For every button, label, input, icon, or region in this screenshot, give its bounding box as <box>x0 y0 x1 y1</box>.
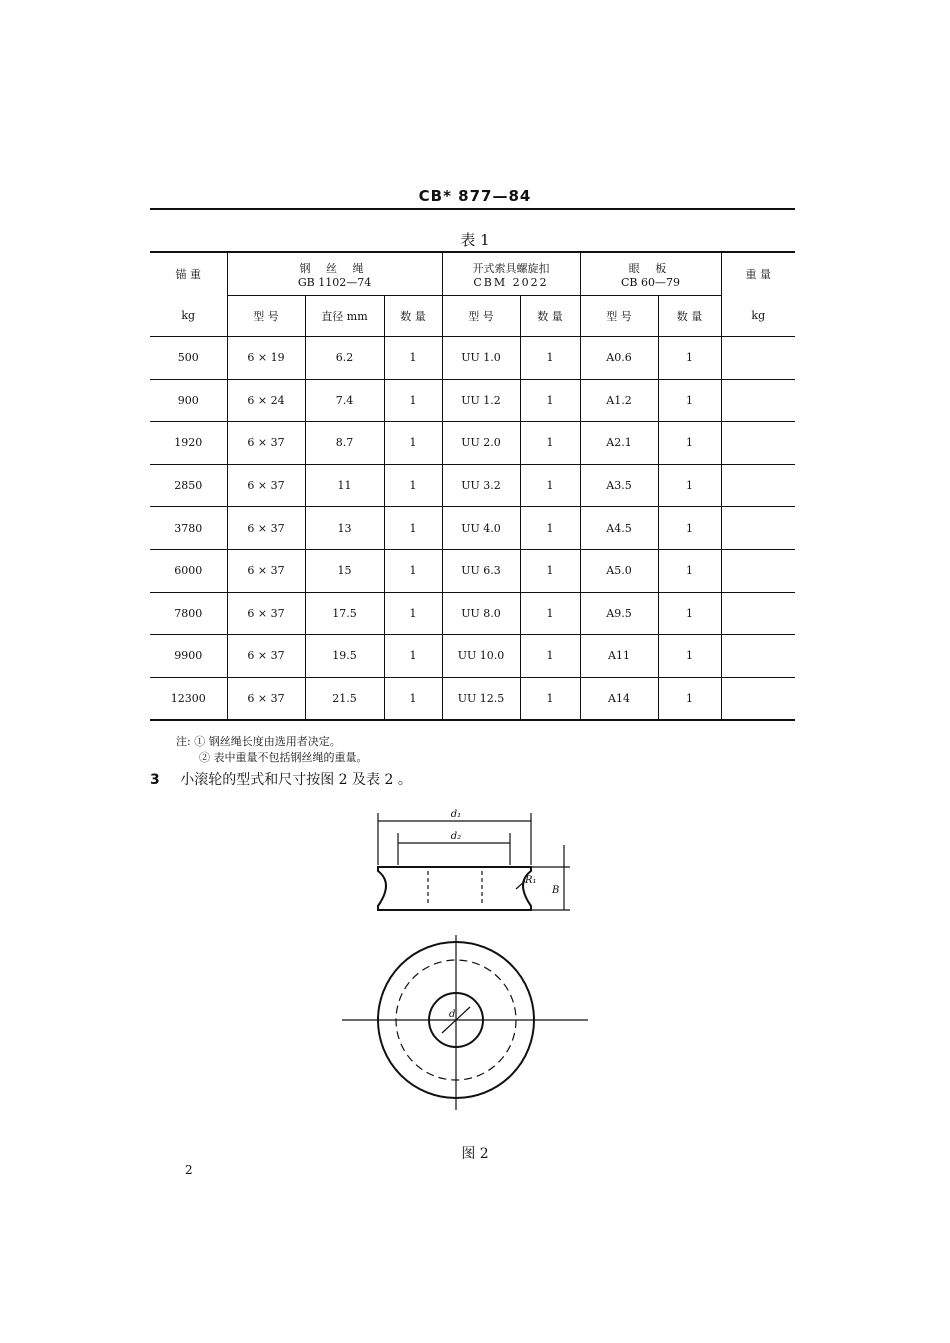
cell-anchor: 1920 <box>150 422 227 465</box>
cell-rope-quantity: 1 <box>384 379 442 422</box>
roller-drawing <box>330 805 600 1135</box>
table-row <box>150 507 795 550</box>
cell-turnbuckle-quantity: 1 <box>520 464 580 507</box>
cell-weight <box>721 464 795 507</box>
cell-turnbuckle-type: UU 1.0 <box>442 337 520 380</box>
cell-rope-diameter: 8.7 <box>305 422 384 465</box>
cell-weight <box>721 379 795 422</box>
header-turnbuckle <box>442 252 580 296</box>
table-caption: 表 1 <box>460 231 490 249</box>
header-turnbuckle-type: 型 号 <box>442 296 520 337</box>
cell-anchor: 3780 <box>150 507 227 550</box>
cell-weight <box>721 635 795 678</box>
note-1-text: ① 钢丝绳长度由选用者决定。 <box>194 735 341 748</box>
cell-rope-diameter: 19.5 <box>305 635 384 678</box>
table-row <box>150 379 795 422</box>
cell-weight <box>721 592 795 635</box>
header-rule <box>150 208 795 210</box>
cell-turnbuckle-quantity: 1 <box>520 422 580 465</box>
cell-weight <box>721 337 795 380</box>
cell-rope-diameter: 11 <box>305 464 384 507</box>
b-label: B <box>552 885 560 896</box>
section-number: 3 <box>150 772 160 788</box>
table-row <box>150 464 795 507</box>
cell-rope-quantity: 1 <box>384 507 442 550</box>
note-prefix: 注: <box>176 735 191 748</box>
section-text: 小滚轮的型式和尺寸按图 2 及表 2 。 <box>180 772 412 788</box>
header-rope-type: 型 号 <box>227 296 305 337</box>
cell-rope-quantity: 1 <box>384 422 442 465</box>
cell-eye-type: A14 <box>580 677 658 720</box>
cell-rope-quantity: 1 <box>384 592 442 635</box>
cell-rope-quantity: 1 <box>384 337 442 380</box>
cell-eye-quantity: 1 <box>658 635 721 678</box>
cell-turnbuckle-type: UU 1.2 <box>442 379 520 422</box>
table-row <box>150 677 795 720</box>
cell-rope-type: 6 × 37 <box>227 464 305 507</box>
cell-rope-diameter: 13 <box>305 507 384 550</box>
cell-eye-type: A9.5 <box>580 592 658 635</box>
cell-turnbuckle-quantity: 1 <box>520 635 580 678</box>
cell-turnbuckle-type: UU 12.5 <box>442 677 520 720</box>
header-eye-plate-label: 眼 板 <box>628 261 673 275</box>
cell-eye-type: A5.0 <box>580 549 658 592</box>
cell-turnbuckle-type: UU 4.0 <box>442 507 520 550</box>
cell-rope-type: 6 × 37 <box>227 677 305 720</box>
cell-rope-type: 6 × 37 <box>227 549 305 592</box>
cell-rope-diameter: 15 <box>305 549 384 592</box>
header-turnbuckle-quantity: 数 量 <box>520 296 580 337</box>
cell-anchor: 500 <box>150 337 227 380</box>
header-weight-unit: kg <box>721 296 795 337</box>
header-eye-plate-std: CB 60—79 <box>621 275 681 289</box>
cell-eye-quantity: 1 <box>658 379 721 422</box>
cell-weight <box>721 422 795 465</box>
cell-eye-type: A2.1 <box>580 422 658 465</box>
cell-anchor: 6000 <box>150 549 227 592</box>
cell-anchor: 900 <box>150 379 227 422</box>
cell-rope-diameter: 21.5 <box>305 677 384 720</box>
cell-eye-type: A3.5 <box>580 464 658 507</box>
cell-weight <box>721 507 795 550</box>
cell-turnbuckle-type: UU 10.0 <box>442 635 520 678</box>
cell-rope-diameter: 17.5 <box>305 592 384 635</box>
header-eye-quantity: 数 量 <box>658 296 721 337</box>
cell-turnbuckle-quantity: 1 <box>520 677 580 720</box>
cell-eye-quantity: 1 <box>658 422 721 465</box>
cell-eye-quantity: 1 <box>658 549 721 592</box>
d1-label: d₁ <box>450 809 462 820</box>
cell-rope-diameter: 6.2 <box>305 337 384 380</box>
cell-eye-quantity: 1 <box>658 507 721 550</box>
table-row <box>150 422 795 465</box>
cell-turnbuckle-type: UU 6.3 <box>442 549 520 592</box>
cell-turnbuckle-quantity: 1 <box>520 507 580 550</box>
cell-rope-type: 6 × 24 <box>227 379 305 422</box>
cell-rope-quantity: 1 <box>384 549 442 592</box>
cell-weight <box>721 549 795 592</box>
header-wire-rope <box>227 252 442 296</box>
anchor-fittings-table <box>150 251 795 721</box>
cell-turnbuckle-type: UU 2.0 <box>442 422 520 465</box>
cell-anchor: 12300 <box>150 677 227 720</box>
section-3 <box>150 769 412 789</box>
header-eye-type: 型 号 <box>580 296 658 337</box>
note-2: ② 表中重量不包括钢丝绳的重量。 <box>199 751 368 764</box>
cell-eye-quantity: 1 <box>658 337 721 380</box>
cell-rope-quantity: 1 <box>384 635 442 678</box>
cell-turnbuckle-type: UU 3.2 <box>442 464 520 507</box>
header-rope-diameter: 直径 mm <box>305 296 384 337</box>
note-1 <box>176 734 368 750</box>
header-turnbuckle-label: 开式索具螺旋扣 <box>472 261 550 275</box>
cell-rope-type: 6 × 19 <box>227 337 305 380</box>
header-anchor-weight: 锚 重 <box>150 252 227 296</box>
page-number: 2 <box>185 1163 193 1177</box>
page-header-code: CB* 877—84 <box>418 187 532 205</box>
r1-label: R₁ <box>525 875 537 886</box>
header-weight: 重 量 <box>721 252 795 296</box>
table-row <box>150 592 795 635</box>
table-row <box>150 337 795 380</box>
cell-turnbuckle-type: UU 8.0 <box>442 592 520 635</box>
cell-rope-type: 6 × 37 <box>227 592 305 635</box>
table-row <box>150 549 795 592</box>
cell-eye-type: A11 <box>580 635 658 678</box>
cell-turnbuckle-quantity: 1 <box>520 337 580 380</box>
cell-eye-type: A4.5 <box>580 507 658 550</box>
cell-rope-quantity: 1 <box>384 677 442 720</box>
cell-rope-quantity: 1 <box>384 464 442 507</box>
d2-label: d₂ <box>450 831 462 842</box>
table-notes <box>176 734 368 766</box>
cell-rope-type: 6 × 37 <box>227 507 305 550</box>
header-eye-plate <box>580 252 721 296</box>
header-anchor-unit: kg <box>150 296 227 337</box>
cell-anchor: 9900 <box>150 635 227 678</box>
roller-side-profile <box>378 867 531 910</box>
header-rope-quantity: 数 量 <box>384 296 442 337</box>
cell-turnbuckle-quantity: 1 <box>520 549 580 592</box>
cell-eye-type: A1.2 <box>580 379 658 422</box>
cell-rope-diameter: 7.4 <box>305 379 384 422</box>
figure-caption: 图 2 <box>461 1146 489 1162</box>
header-turnbuckle-std: CBM 2022 <box>473 275 549 289</box>
cell-eye-quantity: 1 <box>658 592 721 635</box>
cell-rope-type: 6 × 37 <box>227 635 305 678</box>
cell-eye-quantity: 1 <box>658 677 721 720</box>
cell-eye-type: A0.6 <box>580 337 658 380</box>
table-row <box>150 635 795 678</box>
cell-turnbuckle-quantity: 1 <box>520 379 580 422</box>
cell-eye-quantity: 1 <box>658 464 721 507</box>
cell-turnbuckle-quantity: 1 <box>520 592 580 635</box>
cell-rope-type: 6 × 37 <box>227 422 305 465</box>
header-wire-rope-std: GB 1102—74 <box>297 275 372 289</box>
cell-anchor: 2850 <box>150 464 227 507</box>
cell-weight <box>721 677 795 720</box>
d-label: d <box>449 1009 456 1020</box>
header-wire-rope-label: 钢 丝 绳 <box>299 261 370 275</box>
cell-anchor: 7800 <box>150 592 227 635</box>
